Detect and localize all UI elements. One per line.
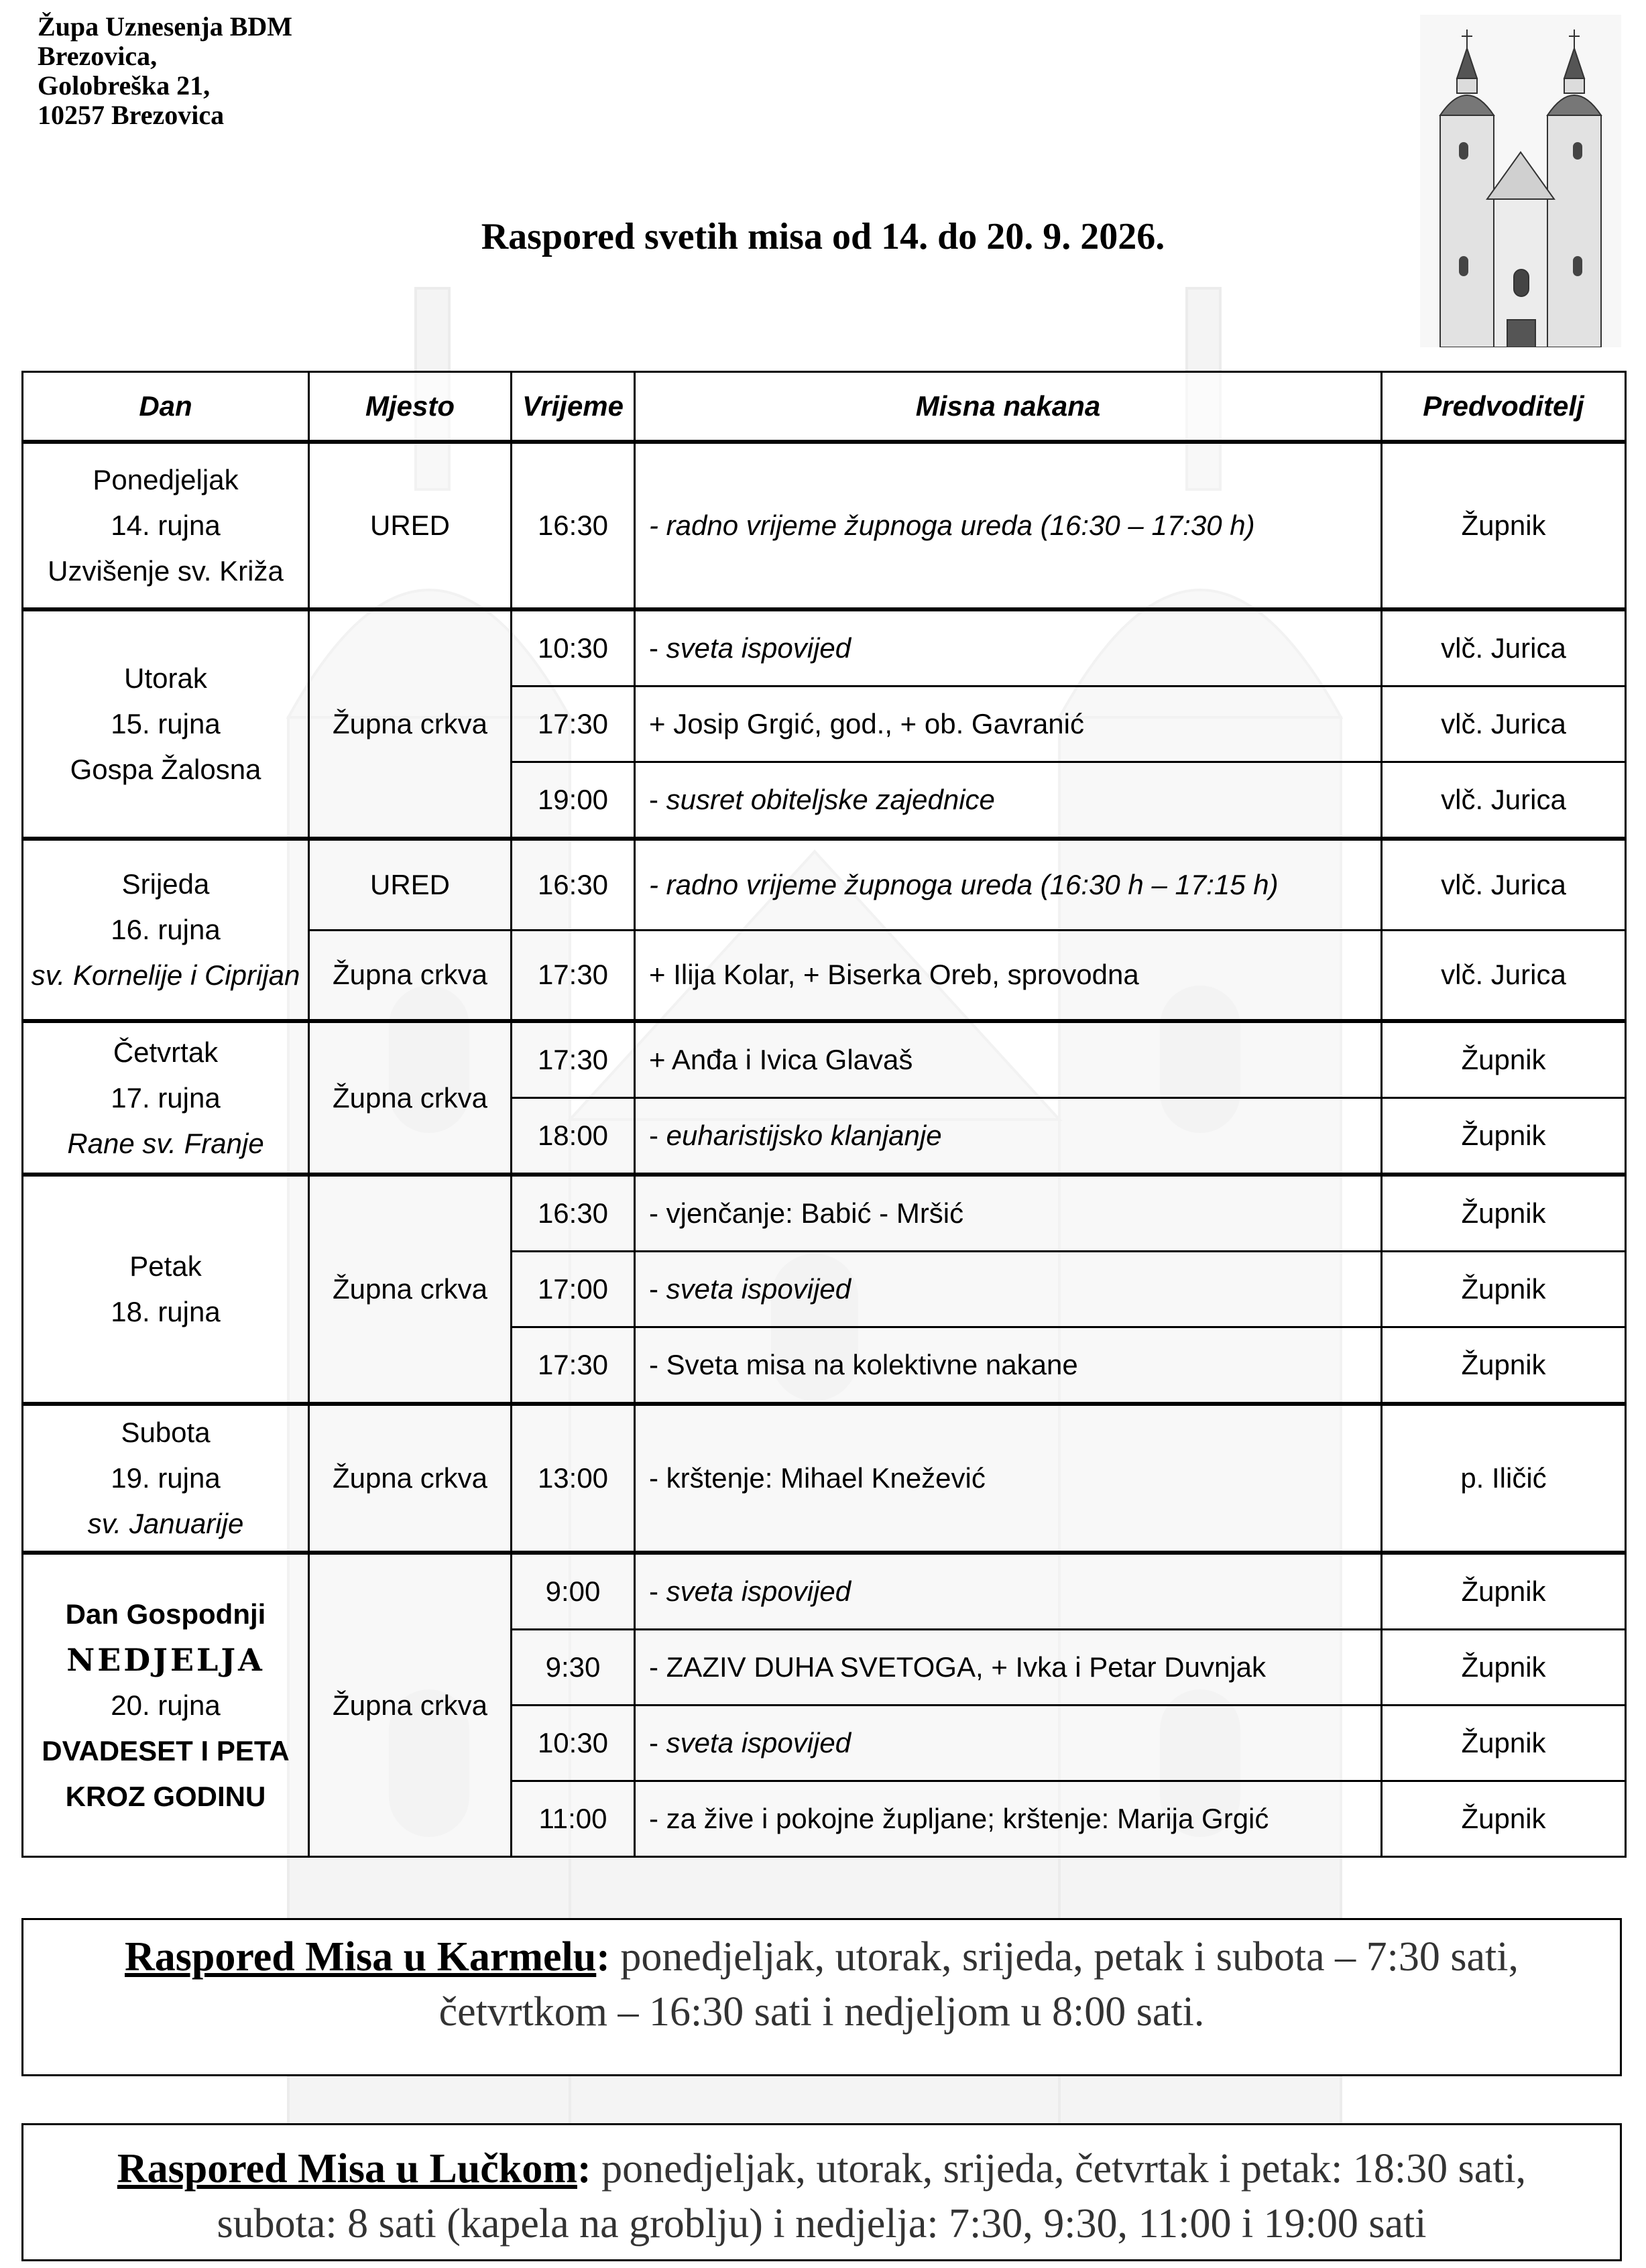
place-cell: Župna crkva: [309, 609, 512, 839]
karmel-text-1: ponedjeljak, utorak, srijeda, petak i subota – 7:30 sati,: [609, 1934, 1519, 1980]
address-line-street: Golobreška 21,: [38, 70, 211, 101]
table-row: [23, 609, 1626, 687]
intent-prefix: -: [649, 1727, 666, 1758]
time-cell: 17:30: [512, 1327, 635, 1405]
intent-cell: + Josip Grgić, god., + ob. Gavranić: [635, 687, 1382, 762]
page-title: Raspored svetih misa od 14. do 20. 9. 2026.: [481, 216, 1165, 257]
leader-cell: Župnik: [1382, 1175, 1626, 1252]
day-feast: Rane sv. Franje: [67, 1127, 264, 1159]
day-cell-thursday: [23, 1021, 309, 1175]
table-row: [23, 839, 1626, 930]
time-cell: 10:30: [512, 609, 635, 687]
leader-cell: Župnik: [1382, 1630, 1626, 1706]
day-cell-sunday: [23, 1553, 309, 1857]
time-cell: 9:30: [512, 1630, 635, 1706]
day-cell-tuesday: [23, 609, 309, 839]
church-image: [1420, 15, 1621, 347]
address-line-city: Brezovica,: [38, 41, 158, 71]
place-cell: URED: [309, 839, 512, 930]
luckom-heading: Raspored Misa u Lučkom: [117, 2146, 577, 2192]
intent-cell: [635, 1706, 1382, 1781]
leader-cell: vlč. Jurica: [1382, 930, 1626, 1021]
parish-address: [38, 12, 292, 130]
table-row: [23, 442, 1626, 609]
time-cell: 9:00: [512, 1553, 635, 1630]
table-row: [23, 1175, 1626, 1252]
day-name: Petak: [129, 1250, 202, 1282]
luckom-text-1: ponedjeljak, utorak, srijeda, četvrtak i petak: 18:30 sati,: [591, 2146, 1527, 2192]
time-cell: 11:00: [512, 1781, 635, 1857]
day-title: Dan Gospodnji: [65, 1598, 266, 1630]
luckom-text-2: subota: 8 sati (kapela na groblju) i nedjelja: 7:30, 9:30, 11:00 i 19:00 sati: [217, 2201, 1427, 2247]
day-name: Četvrtak: [113, 1036, 219, 1068]
time-cell: 13:00: [512, 1404, 635, 1553]
intent-cell: [635, 1098, 1382, 1175]
intent-cell: [635, 609, 1382, 687]
intent-cell: - vjenčanje: Babić - Mršić: [635, 1175, 1382, 1252]
karmel-text-2: četvrtkom – 16:30 sati i nedjeljom u 8:00 sati.: [438, 1989, 1205, 2035]
time-cell: 10:30: [512, 1706, 635, 1781]
time-cell: 18:00: [512, 1098, 635, 1175]
day-feast-line-1: DVADESET I PETA: [42, 1734, 290, 1767]
day-date: 15. rujna: [111, 708, 221, 739]
day-cell-wednesday: [23, 839, 309, 1021]
time-cell: 16:30: [512, 1175, 635, 1252]
intent-cell: - za žive i pokojne župljane; krštenje: Marija Grgić: [635, 1781, 1382, 1857]
day-name: Subota: [121, 1417, 211, 1448]
day-date: 19. rujna: [111, 1462, 221, 1494]
mass-schedule-table: [21, 371, 1627, 1858]
leader-cell: Župnik: [1382, 442, 1626, 609]
leader-cell: p. Iličić: [1382, 1404, 1626, 1553]
header-vrijeme: Vrijeme: [512, 372, 635, 442]
time-cell: 19:00: [512, 762, 635, 839]
time-cell: 17:00: [512, 1252, 635, 1327]
luckom-line-1: [23, 2141, 1620, 2196]
intent-cell: - Sveta misa na kolektivne nakane: [635, 1327, 1382, 1405]
day-feast-line-2: KROZ GODINU: [65, 1780, 266, 1812]
leader-cell: Župnik: [1382, 1252, 1626, 1327]
leader-cell: vlč. Jurica: [1382, 839, 1626, 930]
address-line-postal: 10257 Brezovica: [38, 100, 225, 130]
intent-text: sveta ispovijed: [666, 1575, 851, 1607]
place-cell: URED: [309, 442, 512, 609]
time-cell: 17:30: [512, 1021, 635, 1098]
intent-prefix: -: [649, 632, 666, 664]
intent-cell: - radno vrijeme župnoga ureda (16:30 – 17:30 h): [635, 442, 1382, 609]
intent-cell: + Anđa i Ivica Glavaš: [635, 1021, 1382, 1098]
day-date: 20. rujna: [111, 1689, 221, 1721]
intent-prefix: -: [649, 784, 666, 815]
intent-cell: [635, 1252, 1382, 1327]
day-feast: Gospa Žalosna: [70, 754, 261, 785]
intent-text: euharistijsko klanjanje: [666, 1120, 942, 1151]
leader-cell: Župnik: [1382, 1706, 1626, 1781]
intent-cell: - radno vrijeme župnoga ureda (16:30 h – 17:15 h): [635, 839, 1382, 930]
table-header-row: [23, 372, 1626, 442]
day-name: Utorak: [124, 662, 207, 694]
day-date: 18. rujna: [111, 1296, 221, 1327]
karmel-schedule-box: [21, 1918, 1622, 2076]
intent-text: sveta ispovijed: [666, 1727, 851, 1758]
karmel-line-1: [23, 1929, 1620, 1984]
day-cell-saturday: [23, 1404, 309, 1553]
place-cell: Župna crkva: [309, 1175, 512, 1404]
intent-prefix: -: [649, 1120, 666, 1151]
leader-cell: vlč. Jurica: [1382, 687, 1626, 762]
place-cell: Župna crkva: [309, 930, 512, 1021]
intent-cell: + Ilija Kolar, + Biserka Oreb, sprovodna: [635, 930, 1382, 1021]
karmel-heading: Raspored Misa u Karmelu: [125, 1934, 597, 1980]
leader-cell: Župnik: [1382, 1781, 1626, 1857]
table-row: [23, 1404, 1626, 1553]
day-feast: Uzvišenje sv. Križa: [48, 555, 284, 587]
intent-cell: - krštenje: Mihael Knežević: [635, 1404, 1382, 1553]
leader-cell: vlč. Jurica: [1382, 762, 1626, 839]
leader-cell: Župnik: [1382, 1021, 1626, 1098]
intent-cell: [635, 762, 1382, 839]
time-cell: 16:30: [512, 442, 635, 609]
leader-cell: vlč. Jurica: [1382, 609, 1626, 687]
day-date: 16. rujna: [111, 914, 221, 945]
day-name: NEDJELJA: [66, 1641, 265, 1678]
luckom-schedule-box: [21, 2123, 1622, 2261]
day-name: Ponedjeljak: [93, 464, 239, 495]
intent-text: susret obiteljske zajednice: [666, 784, 995, 815]
karmel-colon: :: [596, 1934, 610, 1980]
intent-cell: - ZAZIV DUHA SVETOGA, + Ivka i Petar Duvnjak: [635, 1630, 1382, 1706]
table-row: [23, 1553, 1626, 1630]
header-predvoditelj: Predvoditelj: [1382, 372, 1626, 442]
leader-cell: Župnik: [1382, 1327, 1626, 1405]
day-feast: sv. Kornelije i Ciprijan: [31, 959, 300, 991]
time-cell: 17:30: [512, 687, 635, 762]
time-cell: 17:30: [512, 930, 635, 1021]
day-date: 14. rujna: [111, 510, 221, 541]
intent-prefix: -: [649, 1575, 666, 1607]
header-dan: Dan: [23, 372, 309, 442]
intent-cell: [635, 1553, 1382, 1630]
intent-text: sveta ispovijed: [666, 632, 851, 664]
place-cell: Župna crkva: [309, 1404, 512, 1553]
luckom-colon: :: [577, 2146, 591, 2192]
day-cell-monday: [23, 442, 309, 609]
place-cell: Župna crkva: [309, 1553, 512, 1857]
leader-cell: Župnik: [1382, 1553, 1626, 1630]
header-mjesto: Mjesto: [309, 372, 512, 442]
day-cell-friday: [23, 1175, 309, 1404]
day-name: Srijeda: [121, 868, 210, 900]
intent-prefix: -: [649, 1273, 666, 1305]
place-cell: Župna crkva: [309, 1021, 512, 1175]
time-cell: 16:30: [512, 839, 635, 930]
header-nakana: Misna nakana: [635, 372, 1382, 442]
leader-cell: Župnik: [1382, 1098, 1626, 1175]
parish-name: Župa Uznesenja BDM: [38, 11, 293, 42]
day-feast: sv. Januarije: [87, 1508, 244, 1539]
day-date: 17. rujna: [111, 1081, 221, 1114]
intent-text: sveta ispovijed: [666, 1273, 851, 1305]
table-row: [23, 1021, 1626, 1098]
